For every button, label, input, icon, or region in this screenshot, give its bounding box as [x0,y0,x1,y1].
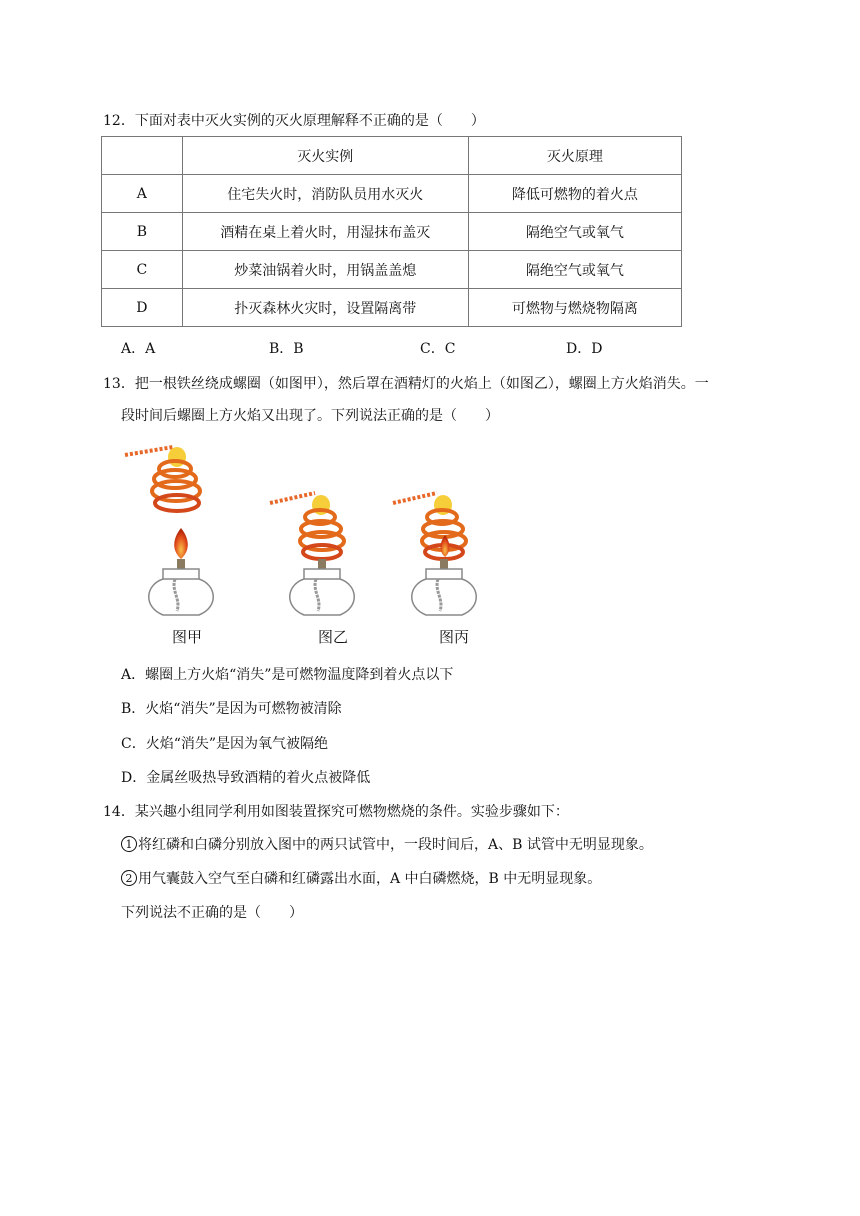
table-header [102,137,183,175]
q14-stem: 14．某兴趣小组同学利用如图装置探究可燃物燃烧的条件。实验步骤如下： [103,804,569,820]
table-cell: 降低可燃物的着火点 [468,175,681,213]
q13-option-b: B．火焰“消失”是因为可燃物被清除 [121,701,342,717]
table-cell: 炒菜油锅着火时，用锅盖盖熄 [182,251,468,289]
table-cell: D [102,289,183,327]
q14-step1-text: 将红磷和白磷分别放入图中的两只试管中，一段时间后，A、B 试管中无明显现象。 [138,837,653,853]
table-cell: A [102,175,183,213]
table-header: 灭火实例 [182,137,468,175]
table-row [102,175,682,213]
q12-option-b: B．B [269,341,304,357]
figure-yi [270,493,354,615]
q13-stem-line1: 13．把一根铁丝绕成螺圈（如图甲），然后罩在酒精灯的火焰上（如图乙），螺圈上方火焰消失。一 [103,376,709,392]
table-header: 灭火原理 [468,137,681,175]
q14-question: 下列说法不正确的是（ ） [121,905,303,921]
figure-jia [125,447,213,615]
table-cell: 可燃物与燃烧物隔离 [468,289,681,327]
figure-label-jia: 图甲 [172,628,203,646]
table-header-row [102,137,682,175]
q12-option-c: C．C [420,341,456,357]
figure-bing [393,493,476,615]
table-cell: C [102,251,183,289]
q12-option-a: A．A [121,341,156,357]
q14-step-1 [121,834,653,854]
table-row [102,251,682,289]
table-cell: 住宅失火时，消防队员用水灭火 [182,175,468,213]
table-cell: 酒精在桌上着火时，用湿抹布盖灭 [182,213,468,251]
figure-label-bing: 图丙 [439,628,470,646]
q13-stem-line2: 段时间后螺圈上方火焰又出现了。下列说法正确的是（ ） [121,408,499,424]
q13-option-d: D．金属丝吸热导致酒精的着火点被降低 [121,770,371,786]
figure-label-yi: 图乙 [318,628,349,646]
table-cell: B [102,213,183,251]
q13-option-c: C．火焰“消失”是因为氧气被隔绝 [121,736,329,752]
q14-step2-text: 用气囊鼓入空气至白磷和红磷露出水面，A 中白磷燃烧，B 中无明显现象。 [138,871,602,887]
table-cell: 扑灭森林火灾时，设置隔离带 [182,289,468,327]
q13-figure [115,435,485,625]
table-row [102,213,682,251]
table-row [102,289,682,327]
step-number-circle: 1 [121,836,137,852]
q13-option-a: A．螺圈上方火焰“消失”是可燃物温度降到着火点以下 [121,667,454,683]
q12-option-d: D．D [566,341,603,357]
q12-stem: 12．下面对表中灭火实例的灭火原理解释不正确的是（ ） [103,113,485,129]
step-number-circle: 2 [121,870,137,886]
q12-table [101,136,682,327]
q14-step-2 [121,868,601,888]
table-cell: 隔绝空气或氧气 [468,251,681,289]
table-cell: 隔绝空气或氧气 [468,213,681,251]
